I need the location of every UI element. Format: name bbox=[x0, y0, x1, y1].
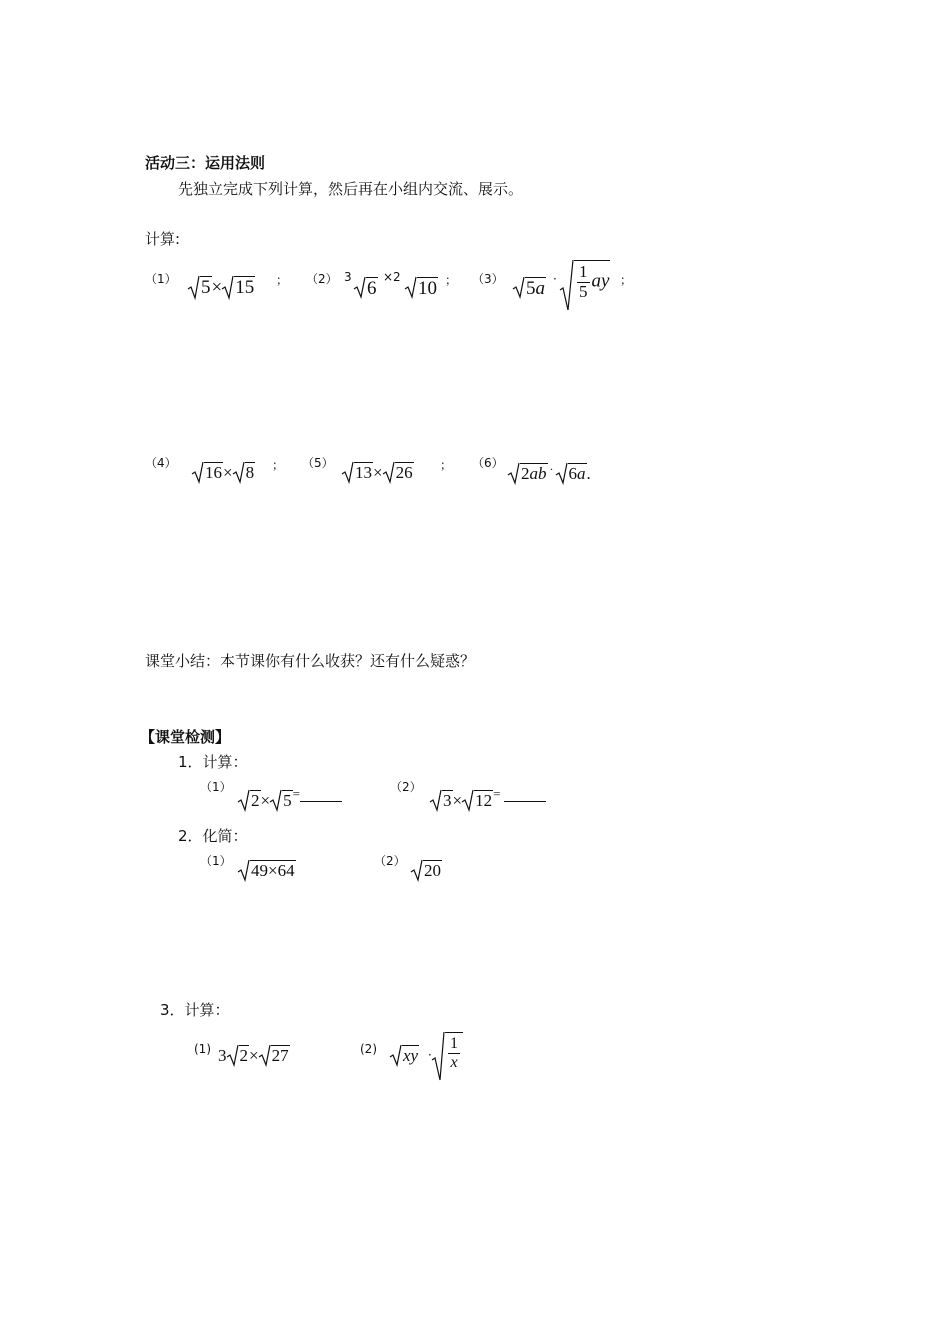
q1-p1-expression: 2× 5= bbox=[238, 786, 342, 811]
q1-p2-answer-blank[interactable] bbox=[504, 801, 546, 802]
q1-p1-number: （1） bbox=[200, 780, 232, 794]
item-2-number: （2） bbox=[306, 272, 338, 286]
q3-p2-number: (2) bbox=[360, 1042, 377, 1056]
item-4-separator: ； bbox=[272, 458, 285, 472]
q3-p2-dot: · bbox=[428, 1048, 432, 1062]
item-1-number: （1） bbox=[145, 272, 177, 286]
item-3-dot: · bbox=[553, 272, 557, 286]
item-2-coef: 3 bbox=[344, 270, 352, 284]
q2-p2-expression: 20 bbox=[411, 860, 442, 881]
calc-label: 计算: bbox=[145, 230, 181, 248]
item-2-radical-a: 6 bbox=[354, 277, 378, 300]
item-6-number: （6） bbox=[472, 456, 504, 470]
item-2-times: ×2 bbox=[383, 270, 401, 284]
q1-p2-expression: 3× 12= bbox=[430, 786, 546, 811]
item-5-number: （5） bbox=[302, 456, 334, 470]
q2-p2-number: （2） bbox=[374, 854, 406, 868]
q3-label: 3．计算： bbox=[160, 1001, 230, 1019]
q1-label: 1．计算： bbox=[178, 753, 248, 771]
item-2-radical-b: 10 bbox=[405, 277, 438, 300]
q1-p1-answer-blank[interactable] bbox=[300, 801, 342, 802]
activity-title: 活动三：运用法则 bbox=[145, 154, 266, 172]
q3-p1-expression: 3 2× 27 bbox=[218, 1046, 289, 1065]
q2-p1-number: （1） bbox=[200, 854, 232, 868]
check-title: 【课堂检测】 bbox=[140, 728, 231, 746]
q3-p2-radical-a: xy bbox=[390, 1045, 419, 1066]
item-5-expression: 13× 26 bbox=[342, 462, 414, 483]
item-1-separator: ； bbox=[276, 273, 289, 287]
item-6-expression: 2ab · 6a. bbox=[508, 462, 591, 484]
item-5-separator: ； bbox=[440, 458, 453, 472]
item-4-number: （4） bbox=[145, 456, 177, 470]
q1-p2-number: （2） bbox=[390, 780, 422, 794]
q3-p1-number: (1) bbox=[194, 1042, 211, 1056]
item-2-separator: ； bbox=[445, 273, 458, 287]
item-3-separator: ； bbox=[620, 273, 633, 287]
activity-instruction: 先独立完成下列计算，然后再在小组内交流、展示。 bbox=[178, 180, 524, 198]
item-1-expression: 5× 15 bbox=[188, 276, 255, 299]
lesson-summary: 课堂小结：本节课你有什么收获？还有什么疑惑？ bbox=[145, 652, 476, 670]
item-3-number: （3） bbox=[472, 272, 504, 286]
q2-label: 2．化简： bbox=[178, 827, 248, 845]
item-3-radical-b: $\frac{1}{5}$ ay bbox=[560, 260, 610, 301]
q3-p2-radical-b: $\frac{1}{x}$ bbox=[432, 1032, 463, 1071]
q2-p1-expression: 49×64 bbox=[238, 860, 296, 881]
item-3-radical-a: 5a bbox=[513, 277, 546, 300]
item-4-expression: 16× 8 bbox=[192, 462, 255, 483]
